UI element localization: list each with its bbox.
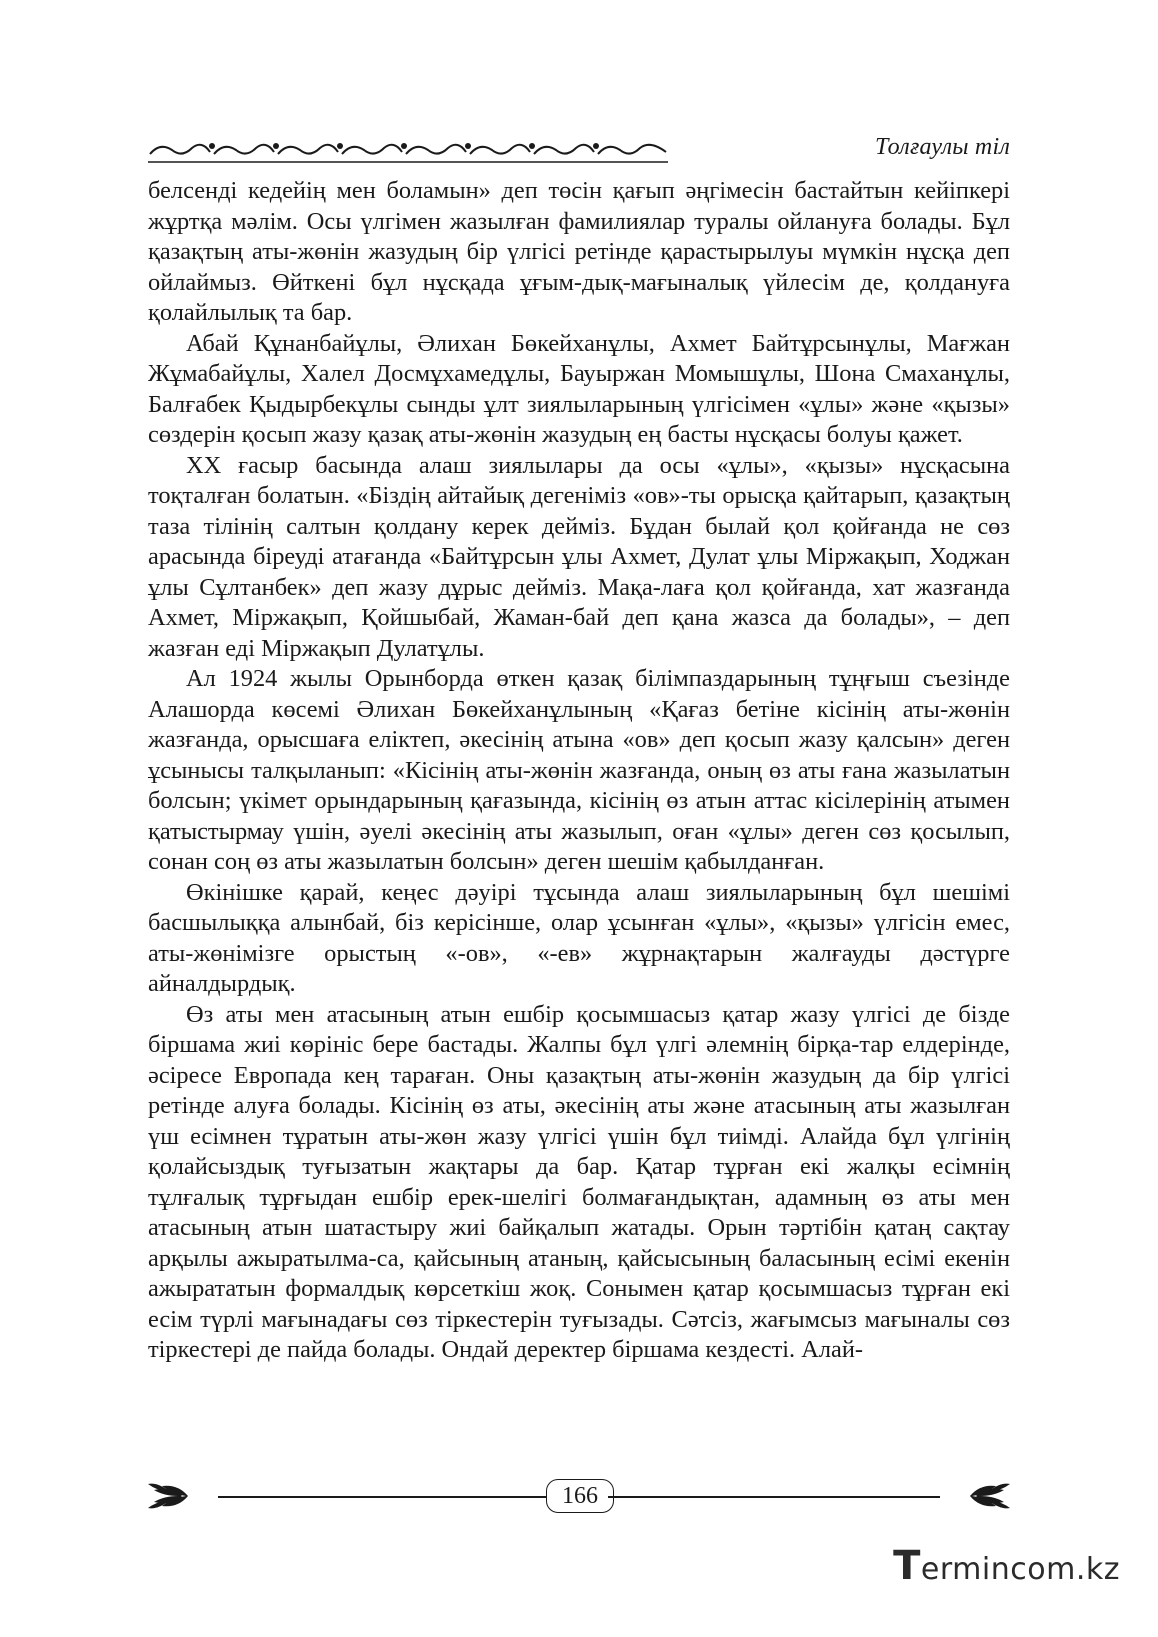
- page-footer: [148, 1478, 1010, 1514]
- watermark-logo-letter: T: [893, 1543, 921, 1589]
- paragraph: XX ғасыр басында алаш зиялылары да осы «ұлы», «қызы» нұсқасына тоқталған болатын. «Біздің айтайық дегеніміз «ов»-ты орысқа қайтарып, қазақтың таза тілінің салтын қолдану керек дейміз. Бұдан былай қол қойғанда не сөз арасында біреуді атағанда «Байтұрсын ұлы Ахмет, Дулат ұлы Міржақып, Ходжан ұлы Сұлтанбек» деп жазу дұрыс дейміз. Мақа-лаға қол қойғанда, хат жазғанда Ахмет, Міржақып, Қойшыбай, Жаман-бай деп қана жазса да болады», – деп жазған еді Міржақып Дулатұлы.: [148, 451, 1010, 662]
- page-header: [148, 132, 1010, 172]
- page-number: 166: [546, 1479, 614, 1513]
- watermark-text: ermincom.kz: [920, 1552, 1120, 1587]
- footer-rule-right: [608, 1496, 940, 1498]
- scroll-ornament-icon: [148, 136, 668, 166]
- leaf-ornament-icon: [940, 1480, 1010, 1512]
- running-head: Толғаулы тіл: [875, 134, 1010, 160]
- footer-rule-left: [218, 1496, 550, 1498]
- paragraph: Өз аты мен атасының атын ешбір қосымшасыз қатар жазу үлгісі де бізде біршама жиі көрініс бере бастады. Жалпы бұл үлгі әлемнің бірқа-тар елдерінде, әсіресе Европада кең тараған. Оны қазақтың аты-жөнін жазудың да бір үлгісі ретінде алуға болады. Кісінің өз аты, әкесінің аты және атасының аты жазылған үш есімнен тұратын аты-жөн жазу үлгісі үшін бұл тиімді. Алайда бұл үлгінің қолайсыздық туғызатын жақтары да бар. Қатар тұрған екі жалқы есімнің тұлғалық тұрғыдан ешбір ерек-шелігі болмағандықтан, адамның өз аты мен атасының атын шатастыру жиі байқалып жатады. Орын тәртібін қатаң сақтау арқылы ажыратылма-са, қайсының атаның, қайсысының баласының есімі екенін ажырататын формалдық көрсеткіш жоқ. Сонымен қатар қосымшасыз тұрған екі есім түрлі мағынадағы сөз тіркестерін туғызады. Сәтсіз, жағымсыз мағыналы сөз тіркестері де пайда болады. Ондай деректер біршама кездесті. Алай-: [148, 1000, 1010, 1363]
- site-watermark: [893, 1543, 1120, 1589]
- paragraph: Абай Құнанбайұлы, Әлихан Бөкейханұлы, Ахмет Байтұрсынұлы, Мағжан Жұмабайұлы, Халел Досмұхамедұлы, Бауыржан Момышұлы, Шона Смаханұлы, Балғабек Қыдырбекұлы сынды ұлт зиялыларының үлгісімен «ұлы» және «қызы» сөздерін қосып жазу қазақ аты-жөнін жазудың ең басты нұсқасы болуы қажет.: [148, 329, 1010, 448]
- paragraph: Ал 1924 жылы Орынборда өткен қазақ білімпаздарының тұңғыш съезінде Алашорда көсемі Әлихан Бөкейханұлының «Қағаз бетіне кісінің аты-жөнін жазғанда, орысшаға еліктеп, әкесінің атына «ов» деп қосып жазу қалсын» деген ұсынысы талқыланып: «Кісінің аты-жөнін жазғанда, оның өз аты ғана жазылатын болсын; үкімет орындарының қағазында, кісінің өз атын аттас кісілерінің атымен қатыстырмау үшін, әуелі әкесінің аты жазылып, оған «ұлы» деген сөз қосылып, сонан соң өз аты жазылатын болсын» деген шешім қабылданған.: [148, 665, 1010, 875]
- paragraph: Өкінішке қарай, кеңес дәуірі тұсында алаш зиялыларының бұл шешімі басшылыққа алынбай, біз керісінше, олар ұсынған «ұлы», «қызы» үлгісін емес, аты-жөнімізге орыстың «-ов», «-ев» жұрнақтарын жалғауды дәстүрге айналдырдық.: [148, 878, 1010, 997]
- leaf-ornament-icon: [148, 1480, 218, 1512]
- paragraph: белсенді кедейің мен боламын» деп төсін қағып әңгімесін бастайтын кейіпкері жұртқа мәлім. Осы үлгімен жазылған фамилиялар туралы ойлануға болады. Бұл қазақтың аты-жөнін жазудың бір үлгісі ретінде қарастырылуы мүмкін нұсқа деп ойлаймыз. Өйткені бұл нұсқада ұғым-дық-мағыналық үйлесім де, қолдануға қолайлылық та бар.: [148, 177, 1010, 326]
- body-text: [148, 176, 1010, 1366]
